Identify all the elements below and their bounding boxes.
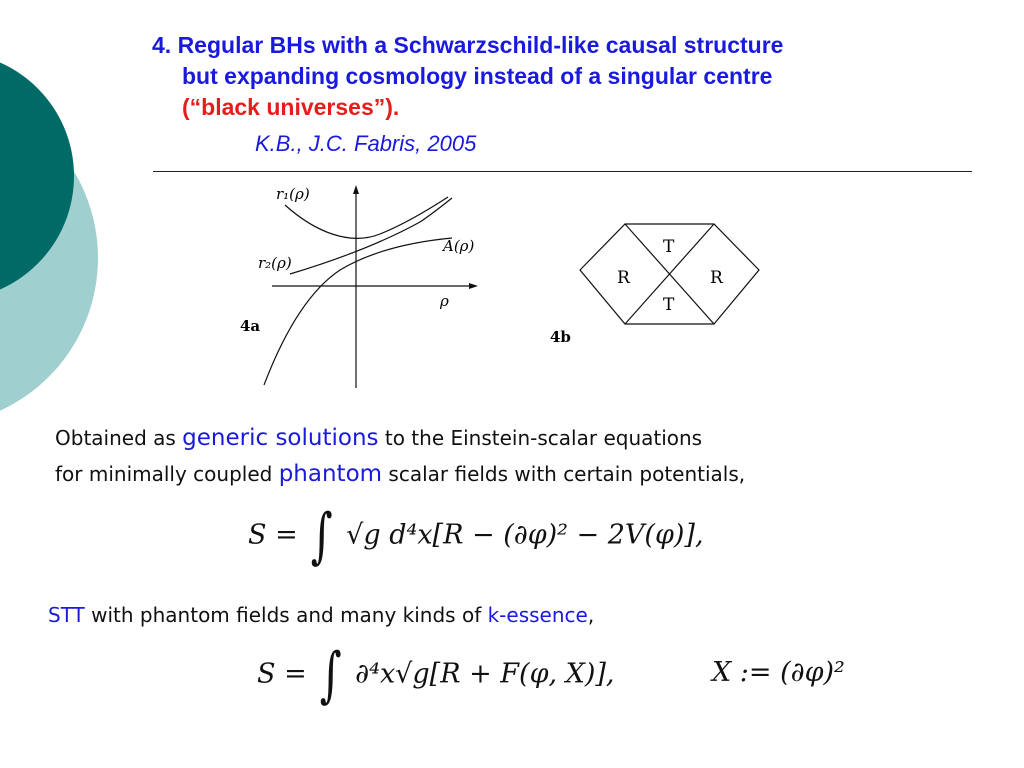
top-region-label: T [663, 237, 675, 257]
x-definition [712, 657, 845, 688]
body-line-1 [55, 425, 702, 451]
equation-1-lhs: S = [248, 519, 298, 551]
figure-4a-caption: 4a [240, 317, 261, 335]
authors-citation: K.B., J.C. Fabris, 2005 [255, 131, 477, 156]
stt-middle: with phantom fields and many kinds of [84, 603, 488, 627]
generic-solutions-highlight: generic solutions [182, 425, 379, 451]
title-line-3: (“black universes”). [182, 94, 400, 120]
k-essence-label: k-essence [487, 603, 588, 627]
right-region-label: R [710, 268, 723, 288]
figure-4b [0, 0, 780, 360]
phantom-highlight: phantom [278, 461, 383, 487]
x-definition-text: X := (∂φ)² [712, 657, 845, 688]
body-line-2 [55, 461, 745, 487]
body-line-2-pre: for minimally coupled [55, 462, 279, 486]
r2-label: r₂(ρ) [258, 254, 292, 272]
r1-label: r₁(ρ) [276, 185, 310, 203]
left-region-label: R [617, 268, 630, 288]
stt-end: , [587, 603, 595, 627]
equation-2 [257, 640, 615, 710]
title-line-2: but expanding cosmology instead of a singular centre [182, 63, 773, 89]
title-line-1: 4. Regular BHs with a Schwarzschild-like causal structure [152, 32, 784, 58]
integral-sign-2: ∫ [319, 640, 342, 710]
body-line-1-post: to the Einstein-scalar equations [378, 426, 703, 450]
body-line-1-pre: Obtained as [55, 426, 183, 450]
equation-1-integrand: √g d⁴x[R − (∂φ)² − 2V(φ)], [346, 519, 704, 551]
body-line-2-post: scalar fields with certain potentials, [382, 462, 746, 486]
stt-line [48, 603, 594, 627]
equation-2-lhs: S = [257, 658, 307, 690]
rho-axis-label: ρ [440, 292, 449, 310]
bottom-region-label: T [663, 295, 675, 315]
A-label: A(ρ) [443, 237, 475, 255]
equation-1 [248, 501, 704, 571]
equation-2-integrand: ∂⁴x√g[R + F(φ, X)], [355, 658, 615, 690]
stt-label: STT [48, 603, 85, 627]
figure-4b-caption: 4b [550, 328, 571, 346]
integral-sign: ∫ [310, 501, 333, 571]
